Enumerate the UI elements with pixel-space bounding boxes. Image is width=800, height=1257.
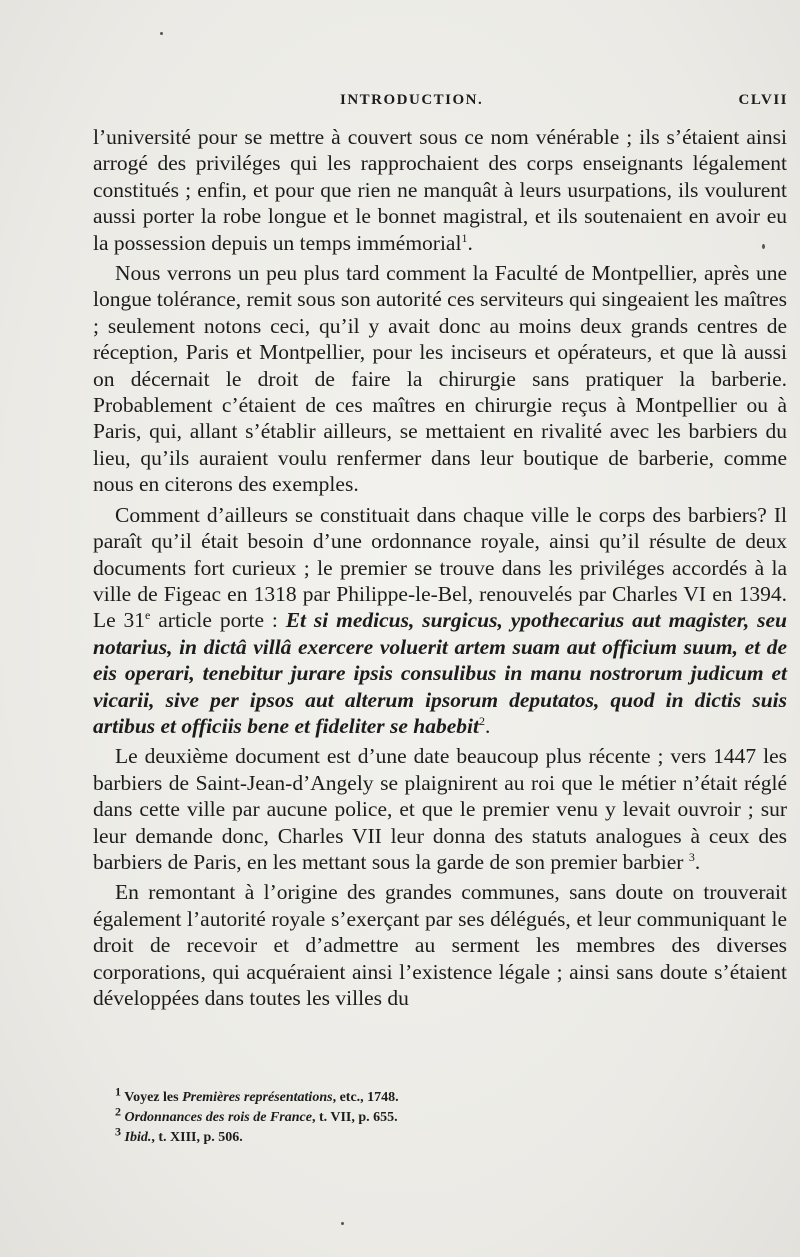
footnote-text: , etc., 1748. <box>332 1090 399 1105</box>
footnotes <box>115 1084 715 1148</box>
text-run: En remontant à l’origine des grandes communes, sans doute on trouverait également l’autorité royale s’exerçant par ses délégués, et leur communiquant le droit de recevoir et d’admettre au serment les membres des diverses corporations, qui acquéraient ainsi l’existence légale ; ainsi sans doute s’étaient développées dans toutes les villes du <box>93 880 787 1010</box>
running-title: INTRODUCTION. <box>340 92 484 108</box>
text-run: . <box>694 849 701 874</box>
paragraph <box>93 124 787 256</box>
footnote-number: 2 <box>115 1104 121 1119</box>
footnote <box>115 1124 715 1148</box>
footnote-title: Ibid. <box>124 1130 152 1145</box>
footnote-number: 1 <box>115 1084 121 1099</box>
print-speck <box>341 1222 344 1225</box>
latin-quotation: Et si medicus, surgicus, ypothecarius aut magister, seu notarius, in dictâ villâ exercere voluerit artem suam aut officium suum, et de eis operari, tenebitur jurare ipsis consulibus in manu nostrorum judicum et vicarii, sive per ipsos aut alterum ipsorum deputatos, quod in dictis suis artibus et officiis bene et fideliter se habebit <box>93 608 787 738</box>
text-run: Le deuxième document est d’une date beaucoup plus récente ; vers 1447 les barbiers de Saint-Jean-d’Angely se plaignirent au roi que le métier n’était réglé dans cette ville par aucune police, et que le premier venu y levait ouvroir ; sur leur demande donc, Charles VII leur donna des statuts analogues à ceux des barbiers de Paris, en les mettant sous la garde de son premier barbier <box>93 744 787 874</box>
text-run: . <box>484 713 491 738</box>
paragraph <box>93 879 787 1011</box>
paragraph <box>93 743 787 875</box>
note-reference: 2 <box>478 713 485 728</box>
text-run: . <box>467 230 473 255</box>
text-run: Nous verrons un peu plus tard comment la Faculté de Montpellier, après une longue tolérance, remit sous son autorité ces serviteurs qui singeaient les maîtres ; seulement notons ceci, qu’il y avait donc au moins deux grands centres de réception, Paris et Montpellier, pour les inciseurs et opérateurs, et que là aussi on décernait le droit de faire la chirurgie sans pratiquer la barberie. Probablement c’étaient de ces maîtres en chirurgie reçus à Montpellier ou à Paris, qui, allant s’établir ailleurs, se mettaient en rivalité avec les barbiers du lieu, qu’ils auraient voulu renfermer dans leur boutique de barberie, comme nous en citerons des exemples. <box>93 261 787 497</box>
footnote-text: , t. XIII, p. 506. <box>151 1130 243 1145</box>
print-speck <box>762 244 765 249</box>
text-run: Comment d’ailleurs se constituait dans chaque ville le corps des barbiers? Il paraît qu’il était besoin d’une ordonnance royale, ainsi qu’il résulte de deux documents fort curieux ; le premier se trouve dans les priviléges accordés à la ville de Figeac en 1318 par Philippe-le-Bel, renouvelés par Charles VI en 1394. Le 31 <box>93 502 787 633</box>
main-text <box>93 124 787 1011</box>
page-number: CLVII <box>738 92 788 108</box>
text-run: l’université pour se mettre à couvert sous ce nom vénérable ; ils s’étaient ainsi arrogé des priviléges qui les rapprochaient des corps enseignants légalement constitués ; enfin, et pour que rien ne manquât à leurs usurpations, ils voulurent aussi porter la robe longue et le bonnet magistral, et ils soutenaient en avoir eu la possession depuis un temps immémorial <box>93 125 787 255</box>
note-reference: 1 <box>461 230 468 245</box>
print-speck <box>160 32 163 35</box>
note-reference: e <box>145 608 151 623</box>
footnote <box>115 1084 715 1108</box>
footnote-text: Voyez les <box>124 1090 183 1105</box>
footnote-title: Ordonnances des rois de France <box>124 1110 312 1125</box>
footnote-text: , t. VII, p. 655. <box>311 1110 398 1125</box>
footnote-title: Premières représentations <box>182 1090 333 1105</box>
paragraph <box>93 260 787 498</box>
footnote-number: 3 <box>115 1124 121 1139</box>
paragraph <box>93 502 787 740</box>
footnote <box>115 1104 715 1128</box>
text-run: article porte : <box>150 608 286 633</box>
note-reference: 3 <box>688 849 695 864</box>
